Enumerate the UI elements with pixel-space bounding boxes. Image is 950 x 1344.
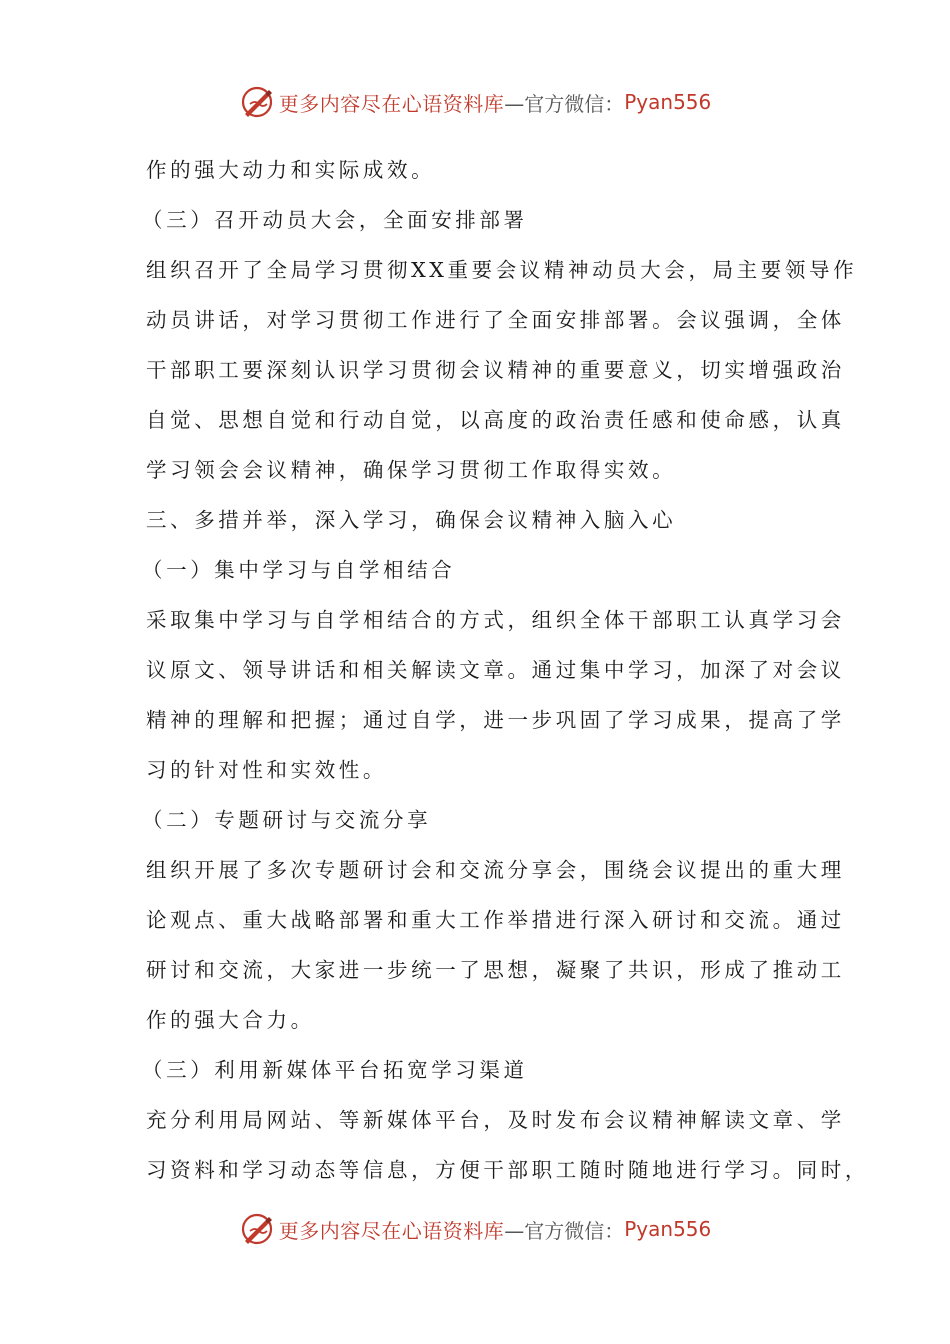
text-line: 组织召开了全局学习贯彻XX重要会议精神动员大会，局主要领导作	[146, 258, 858, 282]
text-line: 动员讲话，对学习贯彻工作进行了全面安排部署。会议强调，全体	[146, 308, 845, 332]
watermark-brand: 更多内容尽在心语资料库	[278, 91, 505, 116]
text-line: 干部职工要深刻认识学习贯彻会议精神的重要意义，切实增强政治	[146, 358, 845, 382]
document-body	[142, 145, 869, 1195]
watermark-separator: —官方微信：	[504, 91, 625, 116]
section-subheading: （一）集中学习与自学相结合	[142, 558, 456, 582]
text-line: 采取集中学习与自学相结合的方式，组织全体干部职工认真学习会	[146, 608, 845, 632]
text-line: 精神的理解和把握；通过自学，进一步巩固了学习成果，提高了学	[146, 708, 845, 732]
watermark-contact: Pyan556	[624, 1217, 712, 1241]
text-line: 论观点、重大战略部署和重大工作举措进行深入研讨和交流。通过	[146, 908, 845, 932]
text-line: 充分利用局网站、等新媒体平台，及时发布会议精神解读文章、学	[146, 1108, 845, 1132]
footer-watermark	[0, 1209, 950, 1249]
text-line: 习资料和学习动态等信息，方便干部职工随时随地进行学习。同时，	[146, 1158, 869, 1182]
section-subheading: （三）利用新媒体平台拓宽学习渠道	[142, 1058, 528, 1082]
text-line: 作的强大动力和实际成效。	[146, 158, 436, 182]
watermark-contact: Pyan556	[624, 90, 712, 114]
text-line: 研讨和交流，大家进一步统一了思想，凝聚了共识，形成了推动工	[146, 958, 845, 982]
text-line: 组织开展了多次专题研讨会和交流分享会，围绕会议提出的重大理	[146, 858, 845, 882]
header-watermark	[0, 82, 950, 122]
watermark-brand: 更多内容尽在心语资料库	[278, 1218, 505, 1243]
section-subheading: （二）专题研讨与交流分享	[142, 808, 432, 832]
text-line: 习的针对性和实效性。	[146, 758, 387, 782]
text-line: 作的强大合力。	[146, 1008, 315, 1032]
text-line: 学习领会会议精神，确保学习贯彻工作取得实效。	[146, 458, 677, 482]
pen-logo-icon	[239, 84, 275, 120]
section-subheading: （三）召开动员大会，全面安排部署	[142, 208, 528, 232]
text-line: 议原文、领导讲话和相关解读文章。通过集中学习，加深了对会议	[146, 658, 845, 682]
text-line: 自觉、思想自觉和行动自觉，以高度的政治责任感和使命感，认真	[146, 408, 845, 432]
section-heading: 三、多措并举，深入学习，确保会议精神入脑入心	[146, 508, 677, 532]
pen-logo-icon	[239, 1211, 275, 1247]
watermark-separator: —官方微信：	[504, 1218, 625, 1243]
